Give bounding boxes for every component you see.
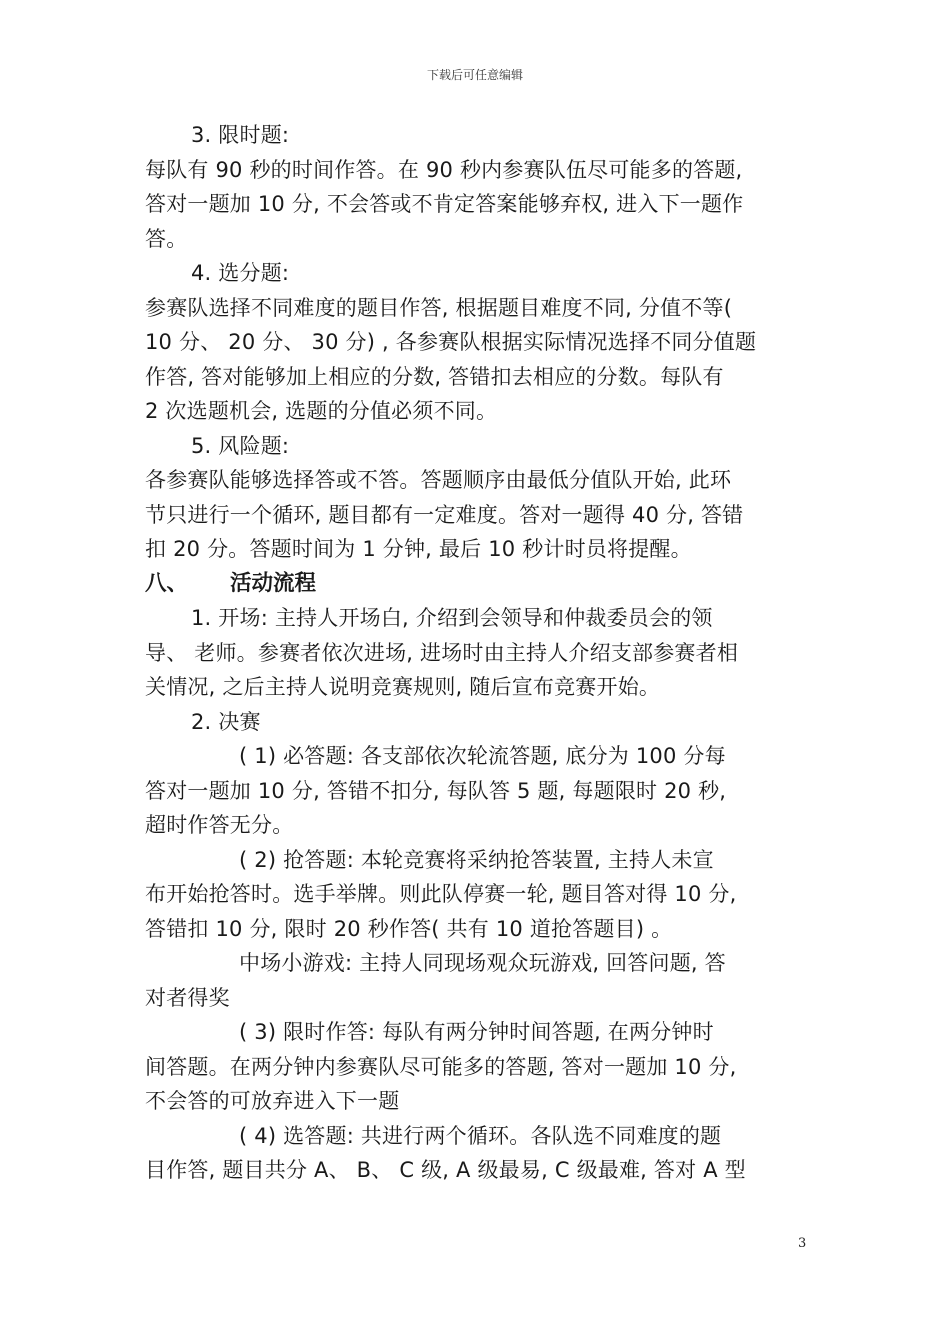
text-line: ( 1) 必答题: 各支部依次轮流答题, 底分为 100 分每 xyxy=(239,744,726,768)
text-line: 扣 20 分。答题时间为 1 分钟, 最后 10 秒计时员将提醒。 xyxy=(145,537,692,561)
text-line: 对者得奖 xyxy=(145,985,230,1010)
section-title: 活动流程 xyxy=(230,570,317,596)
text-line: 3. 限时题: xyxy=(191,123,290,147)
text-line: ( 2) 抢答题: 本轮竞赛将采纳抢答装置, 主持人未宣 xyxy=(239,847,714,872)
section-heading xyxy=(145,567,807,602)
page-header: 下载后可任意编辑 xyxy=(426,68,523,82)
text-line: ( 4) 选答题: 共进行两个循环。各队选不同难度的题 xyxy=(239,1123,722,1148)
text-line: 参赛队选择不同难度的题目作答, 根据题目难度不同, 分值不等( xyxy=(145,295,733,320)
text-line: 答错扣 10 分, 限时 20 秒作答( 共有 10 道抢答题目) 。 xyxy=(145,916,673,941)
text-line: 每队有 90 秒的时间作答。在 90 秒内参赛队伍尽可能多的答题, xyxy=(145,157,743,182)
text-line: 答。 xyxy=(145,226,188,251)
text-line: 2 次选题机会, 选题的分值必须不同。 xyxy=(145,399,498,423)
page-number: 3 xyxy=(798,1236,807,1251)
text-line: 关情况, 之后主持人说明竞赛规则, 随后宣布竞赛开始。 xyxy=(145,675,661,699)
text-line: 各参赛队能够选择答或不答。答题顺序由最低分值队开始, 此环 xyxy=(145,468,732,492)
document-body xyxy=(145,118,807,1188)
section-number: 八、 xyxy=(145,570,189,596)
text-line: 节只进行一个循环, 题目都有一定难度。答对一题得 40 分, 答错 xyxy=(145,502,744,527)
text-line: 间答题。在两分钟内参赛队尽可能多的答题, 答对一题加 10 分, xyxy=(145,1054,737,1079)
text-line: 导、 老师。参赛者依次进场, 进场时由主持人介绍支部参赛者相 xyxy=(145,640,739,665)
text-line: 4. 选分题: xyxy=(191,261,290,285)
text-line: 布开始抢答时。选手举牌。则此队停赛一轮, 题目答对得 10 分, xyxy=(145,882,737,906)
text-line: 中场小游戏: 主持人同现场观众玩游戏, 回答问题, 答 xyxy=(239,951,726,975)
activity-process-section xyxy=(145,601,807,1188)
text-line: 答对一题加 10 分, 不会答或不肯定答案能够弃权, 进入下一题作 xyxy=(145,192,744,216)
text-line: 作答, 答对能够加上相应的分数, 答错扣去相应的分数。每队有 xyxy=(145,364,724,389)
text-line: 目作答, 题目共分 A、 B、 C 级, A 级最易, C 级最难, 答对 A 型 xyxy=(145,1158,746,1182)
rules-section xyxy=(145,118,807,567)
text-line: ( 3) 限时作答: 每队有两分钟时间答题, 在两分钟时 xyxy=(239,1020,714,1044)
text-line: 答对一题加 10 分, 答错不扣分, 每队答 5 题, 每题限时 20 秒, xyxy=(145,778,727,803)
text-line: 2. 决赛 xyxy=(191,709,261,734)
text-line: 1. 开场: 主持人开场白, 介绍到会领导和仲裁委员会的领 xyxy=(191,606,713,630)
text-line: 超时作答无分。 xyxy=(145,813,294,837)
text-line: 5. 风险题: xyxy=(191,433,290,458)
text-line: 不会答的可放弃进入下一题 xyxy=(145,1089,400,1113)
text-line: 10 分、 20 分、 30 分) , 各参赛队根据实际情况选择不同分值题 xyxy=(145,330,757,354)
